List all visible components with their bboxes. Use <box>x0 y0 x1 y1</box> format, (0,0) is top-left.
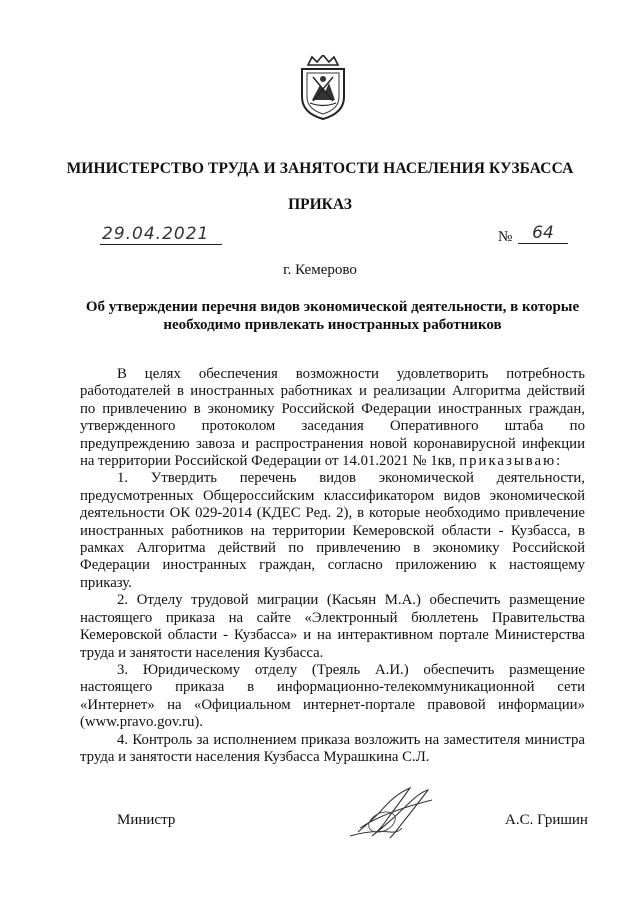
order-number-label: № <box>498 229 513 245</box>
order-body <box>80 366 585 766</box>
city: г. Кемерово <box>283 262 357 278</box>
order-item-1: 1. Утвердить перечень видов экономической деятельности, предусмотренных Общероссийским классификатором видов экономической деятельности ОК 029-2014 (КДЕС Ред. 2), в которые необходимо привлечение иностранных работников на территории Кемеровской области - Кузбасса, в рамках Алгоритма действий по привлечению в экономику Российской Федерации иностранных граждан, согласно приложению к настоящему приказу. <box>80 470 585 591</box>
order-word: приказываю: <box>459 453 563 470</box>
preamble-paragraph <box>80 366 585 470</box>
coat-of-arms-emblem-icon <box>298 55 348 121</box>
order-item-3: 3. Юридическому отделу (Треяль А.И.) обеспечить размещение настоящего приказа в информационно-телекоммуникационной сети «Интернет» на «Официальном интернет-портале правовой информации» (www.pravo.gov.ru). <box>80 661 585 731</box>
document-title: ПРИКАЗ <box>288 196 352 213</box>
signer-name: А.С. Гришин <box>505 812 588 828</box>
order-item-4: 4. Контроль за исполнением приказа возложить на заместителя министра труда и занятости населения Кузбасса Мурашкина С.Л. <box>80 731 585 765</box>
preamble-text: В целях обеспечения возможности удовлетворить потребность работодателей в иностранных работниках и реализации Алгоритма действий по привлечению в экономику Российской Федерации иностранных граждан, утвержденного протоколом заседания Оперативного штаба по предупреждению завоза и распространения новой коронавирусной инфекции на территории Российской Федерации от 14.01.2021 № 1кв, <box>80 366 585 470</box>
order-item-2: 2. Отделу трудовой миграции (Касьян М.А.) обеспечить размещение настоящего приказа на сайте «Электронный бюллетень Правительства Кемеровской области - Кузбасса» и на интерактивном портале Министерства труда и занятости населения Кузбасса. <box>80 592 585 661</box>
ministry-name: МИНИСТЕРСТВО ТРУДА И ЗАНЯТОСТИ НАСЕЛЕНИЯ КУЗБАССА <box>66 160 574 177</box>
handwritten-signature-icon <box>340 782 450 842</box>
order-number: 64 <box>518 223 568 244</box>
order-subject: Об утверждении перечня видов экономической деятельности, в которые необходимо привлекать иностранных работников <box>85 299 580 333</box>
signature-title: Министр <box>117 812 176 828</box>
order-date: 29.04.2021 <box>100 224 222 245</box>
